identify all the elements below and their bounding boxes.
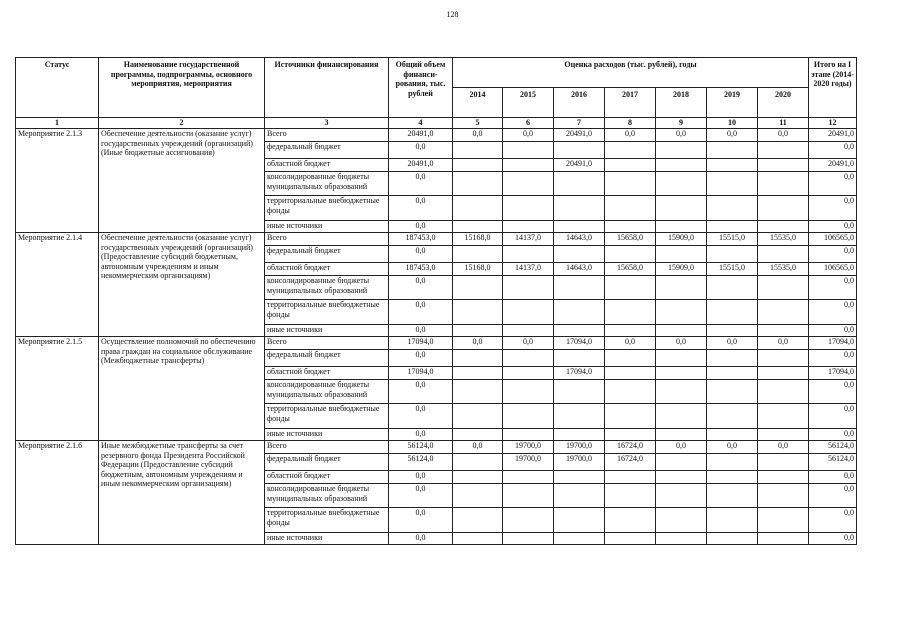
- activity-name: Иные межбюджетные трансферты за счет резервного фонда Президента Российской Федерации (Предоставление субсидий бюджетным, автономным учреждениям и иным некоммерческим организациям): [99, 441, 265, 545]
- year-amount: [453, 246, 503, 263]
- year-amount: [554, 300, 605, 325]
- year-amount: [503, 276, 554, 300]
- year-amount: [503, 300, 554, 325]
- year-amount: [503, 221, 554, 233]
- year-amount: 16724,0: [605, 454, 656, 471]
- year-amount: [503, 429, 554, 441]
- year-amount: [758, 196, 809, 221]
- total-amount: 0,0: [389, 172, 453, 196]
- header-year: 2019: [707, 88, 758, 118]
- year-amount: [605, 429, 656, 441]
- total-amount: 0,0: [389, 533, 453, 545]
- year-amount: [503, 484, 554, 508]
- funding-source: консолидированные бюджеты муниципальных образований: [265, 276, 389, 300]
- table-row: [16, 129, 857, 142]
- funding-source: консолидированные бюджеты муниципальных образований: [265, 484, 389, 508]
- year-amount: [453, 142, 503, 159]
- year-amount: [605, 172, 656, 196]
- year-amount: [656, 276, 707, 300]
- funding-source: территориальные внебюджетные фонды: [265, 508, 389, 533]
- year-amount: [453, 404, 503, 429]
- stage-total-amount: 0,0: [809, 300, 857, 325]
- year-amount: [758, 454, 809, 471]
- year-amount: [503, 196, 554, 221]
- year-amount: [605, 508, 656, 533]
- year-amount: [503, 350, 554, 367]
- year-amount: 15658,0: [605, 233, 656, 246]
- year-amount: [503, 159, 554, 172]
- stage-total-amount: 0,0: [809, 246, 857, 263]
- year-amount: [453, 276, 503, 300]
- year-amount: [656, 429, 707, 441]
- total-amount: 0,0: [389, 142, 453, 159]
- year-amount: [656, 196, 707, 221]
- year-amount: [707, 159, 758, 172]
- year-amount: 19700,0: [503, 441, 554, 454]
- year-amount: [554, 471, 605, 484]
- year-amount: [554, 429, 605, 441]
- stage-total-amount: 20491,0: [809, 159, 857, 172]
- year-amount: [503, 367, 554, 380]
- activity-status: Мероприятие 2.1.6: [16, 441, 99, 545]
- year-amount: 0,0: [453, 337, 503, 350]
- year-amount: [605, 380, 656, 404]
- funding-source: областной бюджет: [265, 367, 389, 380]
- funding-source: иные источники: [265, 429, 389, 441]
- year-amount: [707, 484, 758, 508]
- funding-source: Всего: [265, 129, 389, 142]
- stage-total-amount: 0,0: [809, 429, 857, 441]
- year-amount: [707, 350, 758, 367]
- year-amount: [554, 196, 605, 221]
- year-amount: [453, 367, 503, 380]
- year-amount: [453, 484, 503, 508]
- table-row: [16, 233, 857, 246]
- year-amount: 0,0: [656, 129, 707, 142]
- column-number: 10: [707, 118, 758, 129]
- year-amount: [605, 533, 656, 545]
- year-amount: [758, 350, 809, 367]
- year-amount: 0,0: [656, 337, 707, 350]
- column-number: 11: [758, 118, 809, 129]
- year-amount: 15515,0: [707, 233, 758, 246]
- year-amount: [758, 380, 809, 404]
- year-amount: 15515,0: [707, 263, 758, 276]
- year-amount: [554, 325, 605, 337]
- total-amount: 20491,0: [389, 129, 453, 142]
- year-amount: [554, 350, 605, 367]
- year-amount: 14137,0: [503, 233, 554, 246]
- stage-total-amount: 0,0: [809, 325, 857, 337]
- stage-total-amount: 0,0: [809, 221, 857, 233]
- funding-source: федеральный бюджет: [265, 454, 389, 471]
- year-amount: [707, 300, 758, 325]
- stage-total-amount: 106565,0: [809, 263, 857, 276]
- year-amount: 0,0: [707, 129, 758, 142]
- stage-total-amount: 0,0: [809, 471, 857, 484]
- total-amount: 17094,0: [389, 337, 453, 350]
- year-amount: 0,0: [605, 337, 656, 350]
- funding-source: иные источники: [265, 325, 389, 337]
- year-amount: [758, 325, 809, 337]
- year-amount: 20491,0: [554, 159, 605, 172]
- activity-name: Осуществление полномочий по обеспечению права граждан на социальное обслуживание (Межбюджетные трансферты): [99, 337, 265, 441]
- year-amount: [453, 508, 503, 533]
- funding-source: областной бюджет: [265, 159, 389, 172]
- year-amount: 14137,0: [503, 263, 554, 276]
- stage-total-amount: 0,0: [809, 508, 857, 533]
- year-amount: 15168,0: [453, 233, 503, 246]
- stage-total-amount: 56124,0: [809, 454, 857, 471]
- year-amount: [453, 429, 503, 441]
- year-amount: [554, 533, 605, 545]
- year-amount: [453, 159, 503, 172]
- year-amount: [656, 484, 707, 508]
- total-amount: 0,0: [389, 246, 453, 263]
- total-amount: 0,0: [389, 471, 453, 484]
- table-row: [16, 337, 857, 350]
- total-amount: 17094,0: [389, 367, 453, 380]
- year-amount: [503, 380, 554, 404]
- header-year: 2020: [758, 88, 809, 118]
- activity-status: Мероприятие 2.1.3: [16, 129, 99, 233]
- year-amount: [605, 276, 656, 300]
- year-amount: [758, 484, 809, 508]
- year-amount: [453, 221, 503, 233]
- stage-total-amount: 0,0: [809, 380, 857, 404]
- header-year: 2016: [554, 88, 605, 118]
- year-amount: 15909,0: [656, 233, 707, 246]
- year-amount: [758, 508, 809, 533]
- year-amount: [758, 300, 809, 325]
- year-amount: 14643,0: [554, 233, 605, 246]
- year-amount: [554, 142, 605, 159]
- year-amount: [707, 276, 758, 300]
- year-amount: [503, 471, 554, 484]
- year-amount: [656, 300, 707, 325]
- year-amount: [707, 404, 758, 429]
- year-amount: 15658,0: [605, 263, 656, 276]
- year-amount: 15535,0: [758, 233, 809, 246]
- year-amount: [656, 404, 707, 429]
- activity-status: Мероприятие 2.1.4: [16, 233, 99, 337]
- total-amount: 0,0: [389, 325, 453, 337]
- year-amount: [605, 246, 656, 263]
- year-amount: 17094,0: [554, 337, 605, 350]
- total-amount: 20491,0: [389, 159, 453, 172]
- year-amount: [605, 325, 656, 337]
- total-amount: 0,0: [389, 221, 453, 233]
- activity-status: Мероприятие 2.1.5: [16, 337, 99, 441]
- year-amount: [707, 221, 758, 233]
- funding-source: иные источники: [265, 221, 389, 233]
- year-amount: [554, 404, 605, 429]
- year-amount: [656, 350, 707, 367]
- column-number: 5: [453, 118, 503, 129]
- total-amount: 0,0: [389, 404, 453, 429]
- stage-total-amount: 56124,0: [809, 441, 857, 454]
- year-amount: [656, 508, 707, 533]
- funding-source: областной бюджет: [265, 471, 389, 484]
- year-amount: [503, 533, 554, 545]
- year-amount: [554, 484, 605, 508]
- header-sources: Источники финансирования: [265, 58, 389, 118]
- table-row: [16, 441, 857, 454]
- stage-total-amount: 0,0: [809, 533, 857, 545]
- year-amount: [656, 380, 707, 404]
- year-amount: [656, 367, 707, 380]
- year-amount: [707, 508, 758, 533]
- year-amount: [605, 404, 656, 429]
- header-name: Наименование государственной программы, подпрограммы, основного мероприятия, мероприятия: [99, 58, 265, 118]
- funding-source: федеральный бюджет: [265, 142, 389, 159]
- year-amount: [503, 142, 554, 159]
- year-amount: [554, 172, 605, 196]
- year-amount: [707, 454, 758, 471]
- year-amount: [453, 533, 503, 545]
- year-amount: [605, 159, 656, 172]
- year-amount: [503, 172, 554, 196]
- header-year: 2014: [453, 88, 503, 118]
- year-amount: 16724,0: [605, 441, 656, 454]
- year-amount: [707, 380, 758, 404]
- total-amount: 0,0: [389, 508, 453, 533]
- total-amount: 56124,0: [389, 441, 453, 454]
- total-amount: 56124,0: [389, 454, 453, 471]
- year-amount: [656, 246, 707, 263]
- year-amount: 19700,0: [554, 441, 605, 454]
- year-amount: 19700,0: [554, 454, 605, 471]
- year-amount: [605, 300, 656, 325]
- year-amount: 0,0: [758, 337, 809, 350]
- year-amount: [707, 246, 758, 263]
- activity-name: Обеспечение деятельности (оказание услуг) государственных учреждений (организаций) (Предоставление субсидий бюджетным, автономным учреждениям и иным некоммерческим организациям): [99, 233, 265, 337]
- year-amount: [707, 172, 758, 196]
- year-amount: [656, 325, 707, 337]
- funding-source: консолидированные бюджеты муниципальных образований: [265, 380, 389, 404]
- year-amount: [605, 367, 656, 380]
- year-amount: [707, 196, 758, 221]
- total-amount: 0,0: [389, 300, 453, 325]
- funding-source: федеральный бюджет: [265, 350, 389, 367]
- total-amount: 0,0: [389, 276, 453, 300]
- year-amount: 0,0: [707, 441, 758, 454]
- year-amount: [656, 142, 707, 159]
- total-amount: 187453,0: [389, 263, 453, 276]
- year-amount: [656, 159, 707, 172]
- year-amount: 15909,0: [656, 263, 707, 276]
- total-amount: 0,0: [389, 350, 453, 367]
- year-amount: 0,0: [707, 337, 758, 350]
- header-year: 2015: [503, 88, 554, 118]
- year-amount: 0,0: [503, 337, 554, 350]
- stage-total-amount: 0,0: [809, 276, 857, 300]
- year-amount: [707, 533, 758, 545]
- total-amount: 0,0: [389, 380, 453, 404]
- stage-total-amount: 0,0: [809, 196, 857, 221]
- year-amount: [707, 325, 758, 337]
- page-number: 128: [446, 10, 459, 19]
- column-number: 1: [16, 118, 99, 129]
- column-number: 6: [503, 118, 554, 129]
- column-number-row: [16, 118, 857, 129]
- stage-total-amount: 0,0: [809, 350, 857, 367]
- year-amount: 0,0: [453, 129, 503, 142]
- year-amount: [453, 196, 503, 221]
- year-amount: [503, 508, 554, 533]
- total-amount: 0,0: [389, 484, 453, 508]
- funding-source: территориальные внебюджетные фонды: [265, 404, 389, 429]
- year-amount: [758, 404, 809, 429]
- stage-total-amount: 17094,0: [809, 367, 857, 380]
- column-number: 3: [265, 118, 389, 129]
- stage-total-amount: 20491,0: [809, 129, 857, 142]
- year-amount: [503, 404, 554, 429]
- funding-source: федеральный бюджет: [265, 246, 389, 263]
- year-amount: [758, 533, 809, 545]
- total-amount: 0,0: [389, 429, 453, 441]
- year-amount: [605, 484, 656, 508]
- year-amount: [707, 471, 758, 484]
- year-amount: [707, 429, 758, 441]
- year-amount: [605, 196, 656, 221]
- year-amount: 17094,0: [554, 367, 605, 380]
- year-amount: [758, 246, 809, 263]
- column-number: 7: [554, 118, 605, 129]
- total-amount: 0,0: [389, 196, 453, 221]
- year-amount: [758, 367, 809, 380]
- year-amount: [554, 380, 605, 404]
- stage-total-amount: 0,0: [809, 404, 857, 429]
- year-amount: 15535,0: [758, 263, 809, 276]
- year-amount: [453, 325, 503, 337]
- year-amount: [605, 221, 656, 233]
- year-amount: [758, 429, 809, 441]
- stage-total-amount: 106565,0: [809, 233, 857, 246]
- column-number: 2: [99, 118, 265, 129]
- header-year: 2018: [656, 88, 707, 118]
- header-stage-total: Итого на I этапе (2014-2020 годы): [809, 58, 857, 118]
- total-amount: 187453,0: [389, 233, 453, 246]
- funding-source: областной бюджет: [265, 263, 389, 276]
- year-amount: 0,0: [758, 441, 809, 454]
- year-amount: 0,0: [503, 129, 554, 142]
- funding-source: иные источники: [265, 533, 389, 545]
- year-amount: [453, 454, 503, 471]
- column-number: 9: [656, 118, 707, 129]
- year-amount: 0,0: [656, 441, 707, 454]
- year-amount: [453, 380, 503, 404]
- year-amount: 0,0: [453, 441, 503, 454]
- year-amount: [554, 221, 605, 233]
- year-amount: [758, 276, 809, 300]
- header-total: Общий объем финанси-рования, тыс. рублей: [389, 58, 453, 118]
- year-amount: [656, 533, 707, 545]
- year-amount: [758, 142, 809, 159]
- header-status: Статус: [16, 58, 99, 118]
- year-amount: [656, 172, 707, 196]
- year-amount: [758, 172, 809, 196]
- funding-source: Всего: [265, 233, 389, 246]
- year-amount: [503, 325, 554, 337]
- stage-total-amount: 0,0: [809, 484, 857, 508]
- year-amount: [707, 142, 758, 159]
- column-number: 8: [605, 118, 656, 129]
- year-amount: [453, 350, 503, 367]
- year-amount: [605, 142, 656, 159]
- year-amount: [554, 276, 605, 300]
- funding-source: Всего: [265, 337, 389, 350]
- stage-total-amount: 0,0: [809, 142, 857, 159]
- year-amount: 0,0: [605, 129, 656, 142]
- header-year: 2017: [605, 88, 656, 118]
- year-amount: [656, 221, 707, 233]
- funding-source: территориальные внебюджетные фонды: [265, 196, 389, 221]
- funding-source: консолидированные бюджеты муниципальных образований: [265, 172, 389, 196]
- year-amount: [707, 367, 758, 380]
- header-estimate: Оценка расходов (тыс. рублей), годы: [453, 58, 809, 88]
- year-amount: [453, 471, 503, 484]
- funding-source: территориальные внебюджетные фонды: [265, 300, 389, 325]
- year-amount: [758, 471, 809, 484]
- year-amount: [656, 471, 707, 484]
- year-amount: [656, 454, 707, 471]
- funding-source: Всего: [265, 441, 389, 454]
- year-amount: 19700,0: [503, 454, 554, 471]
- stage-total-amount: 0,0: [809, 172, 857, 196]
- year-amount: [554, 246, 605, 263]
- column-number: 12: [809, 118, 857, 129]
- year-amount: 20491,0: [554, 129, 605, 142]
- year-amount: [554, 508, 605, 533]
- year-amount: 14643,0: [554, 263, 605, 276]
- year-amount: [503, 246, 554, 263]
- column-number: 4: [389, 118, 453, 129]
- year-amount: [758, 221, 809, 233]
- stage-total-amount: 17094,0: [809, 337, 857, 350]
- year-amount: [453, 172, 503, 196]
- year-amount: 0,0: [758, 129, 809, 142]
- budget-table: [15, 57, 857, 545]
- year-amount: 15168,0: [453, 263, 503, 276]
- year-amount: [758, 159, 809, 172]
- year-amount: [605, 350, 656, 367]
- activity-name: Обеспечение деятельности (оказание услуг) государственных учреждений (организаций) (Иные бюджетные ассигнования): [99, 129, 265, 233]
- year-amount: [453, 300, 503, 325]
- year-amount: [605, 471, 656, 484]
